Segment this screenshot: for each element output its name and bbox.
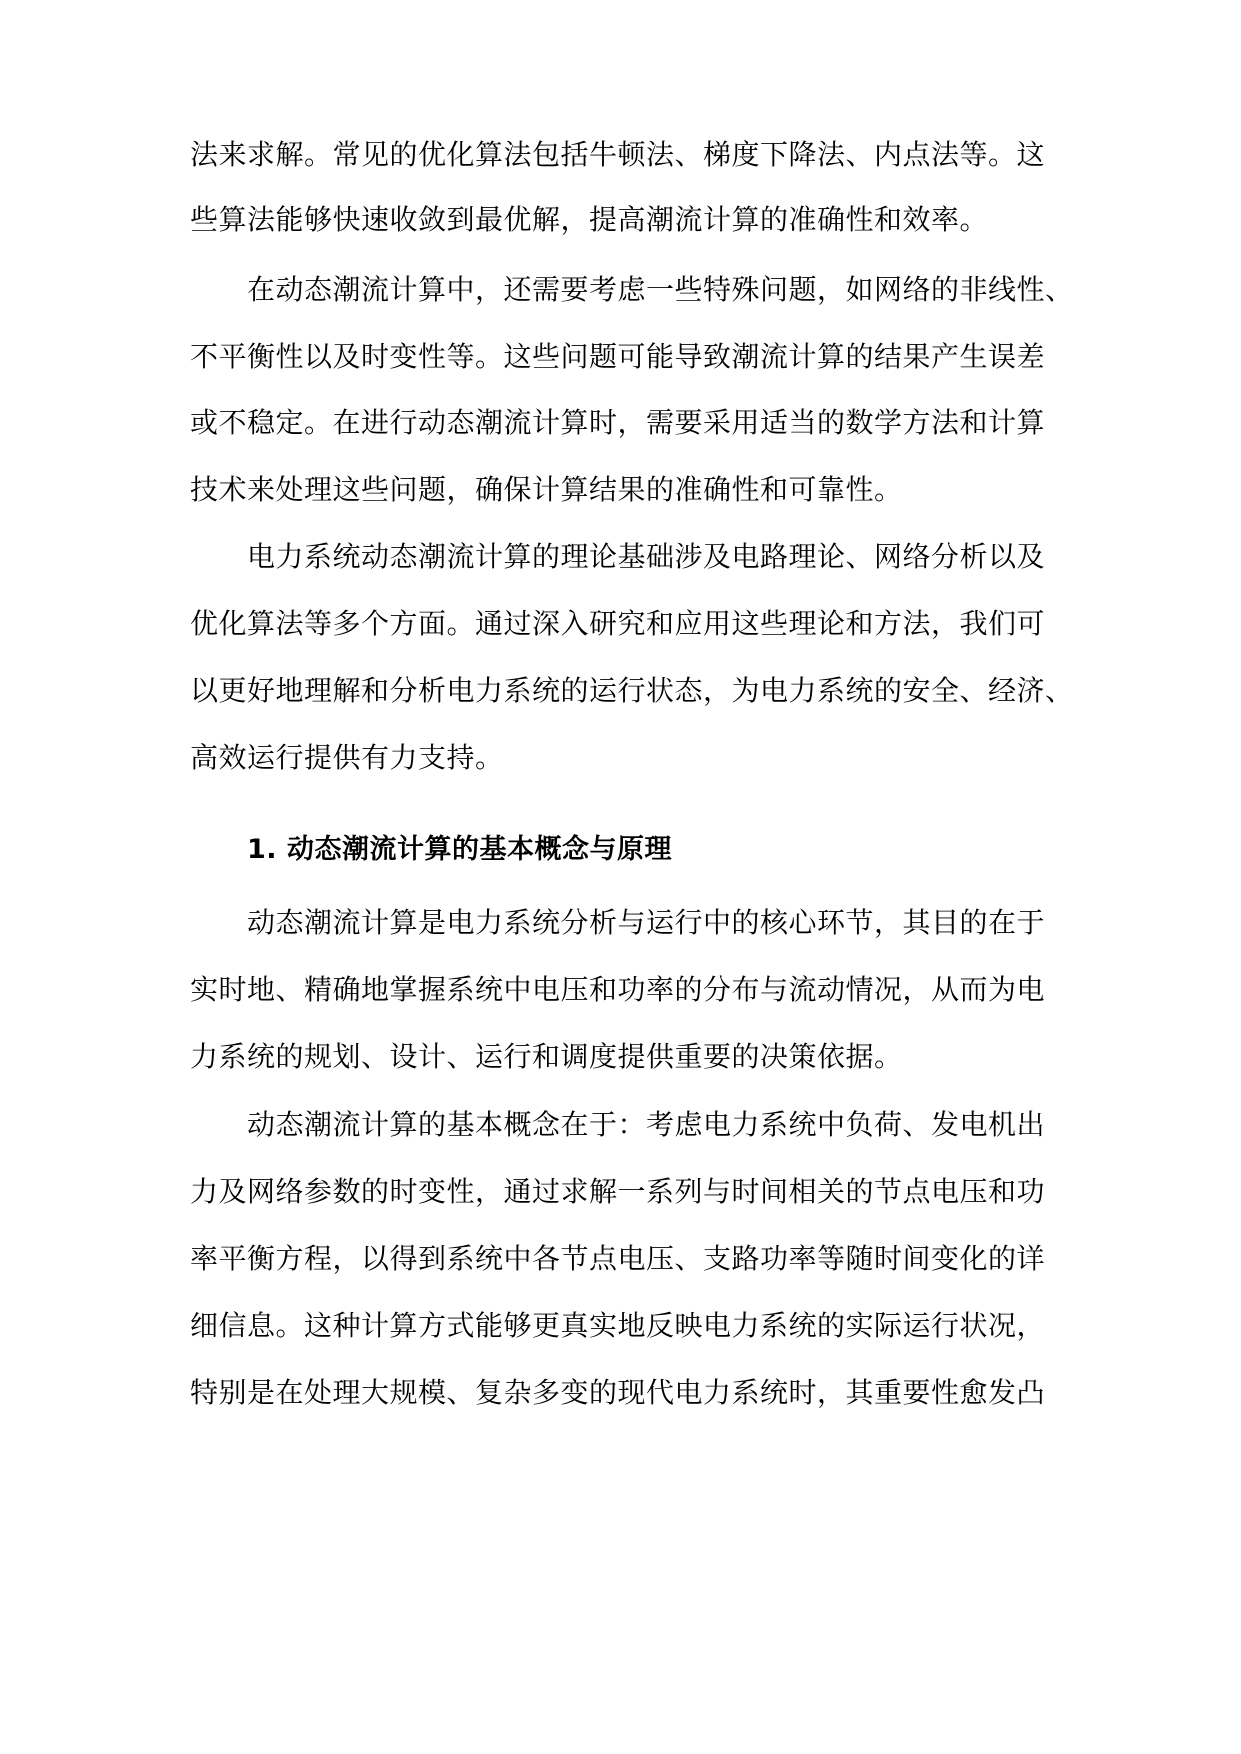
section-paragraph-1-line-1: 动态潮流计算是电力系统分析与运行中的核心环节，其目的在于 (247, 906, 1046, 939)
section-heading: 1. 动态潮流计算的基本概念与原理 (247, 834, 672, 865)
paragraph-3-line-2: 优化算法等多个方面。通过深入研究和应用这些理论和方法，我们可 (190, 607, 1046, 640)
section-paragraph-2-line-4: 细信息。这种计算方式能够更真实地反映电力系统的实际运行状况， (190, 1309, 1046, 1342)
paragraph-3-line-4: 高效运行提供有力支持。 (190, 741, 504, 774)
paragraph-2-line-4: 技术来处理这些问题，确保计算结果的准确性和可靠性。 (190, 473, 903, 506)
paragraph-1-line-2: 些算法能够快速收敛到最优解，提高潮流计算的准确性和效率。 (190, 203, 989, 236)
section-paragraph-2-line-1: 动态潮流计算的基本概念在于：考虑电力系统中负荷、发电机出 (247, 1108, 1046, 1141)
paragraph-2-line-1: 在动态潮流计算中，还需要考虑一些特殊问题，如网络的非线性、 (247, 273, 1074, 306)
section-paragraph-2-line-3: 率平衡方程，以得到系统中各节点电压、支路功率等随时间变化的详 (190, 1242, 1046, 1275)
paragraph-2-line-2: 不平衡性以及时变性等。这些问题可能导致潮流计算的结果产生误差 (190, 340, 1046, 373)
paragraph-1-line-1: 法来求解。常见的优化算法包括牛顿法、梯度下降法、内点法等。这 (190, 138, 1046, 171)
paragraph-2-line-3: 或不稳定。在进行动态潮流计算时，需要采用适当的数学方法和计算 (190, 406, 1046, 439)
section-paragraph-1-line-3: 力系统的规划、设计、运行和调度提供重要的决策依据。 (190, 1040, 903, 1073)
section-paragraph-2-line-2: 力及网络参数的时变性，通过求解一系列与时间相关的节点电压和功 (190, 1175, 1046, 1208)
section-paragraph-2-line-5: 特别是在处理大规模、复杂多变的现代电力系统时，其重要性愈发凸 (190, 1376, 1046, 1409)
section-paragraph-1-line-2: 实时地、精确地掌握系统中电压和功率的分布与流动情况，从而为电 (190, 973, 1046, 1006)
paragraph-3-line-3: 以更好地理解和分析电力系统的运行状态，为电力系统的安全、经济、 (190, 674, 1074, 707)
paragraph-3-line-1: 电力系统动态潮流计算的理论基础涉及电路理论、网络分析以及 (247, 540, 1046, 573)
